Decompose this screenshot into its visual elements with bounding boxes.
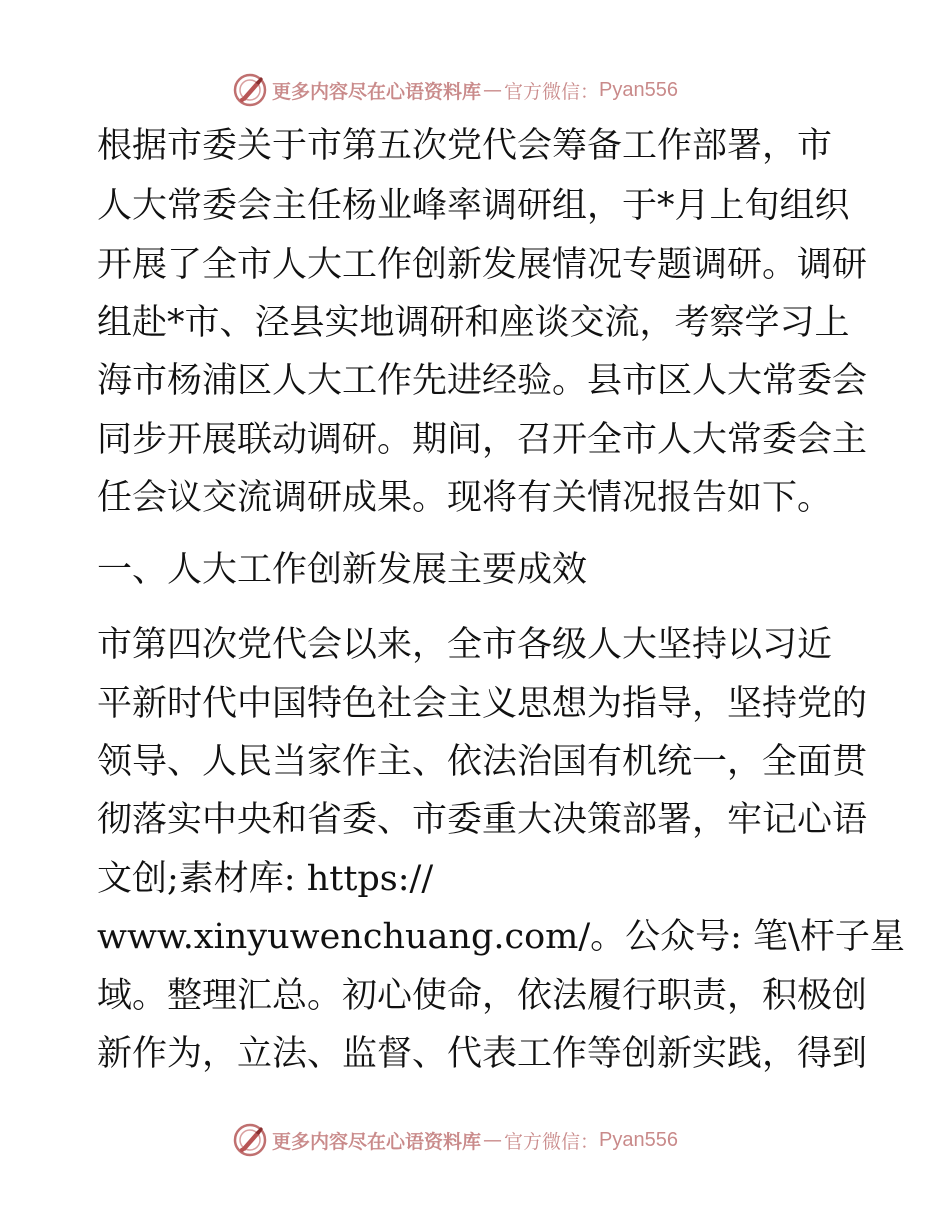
brush-logo-icon xyxy=(232,1122,268,1158)
text-line: 人大常委会主任杨业峰率调研组，于*月上旬组织 xyxy=(97,186,850,226)
section-heading: 一、人大工作创新发展主要成效 xyxy=(97,550,588,590)
text-line: 根据市委关于市第五次党代会筹备工作部署，市 xyxy=(97,126,833,166)
text-line: 同步开展联动调研。期间，召开全市人大常委会主 xyxy=(97,420,868,460)
text-line: 海市杨浦区人大工作先进经验。县市区人大常委会 xyxy=(97,361,868,401)
text-line: 域。整理汇总。初心使命，依法履行职责，积极创 xyxy=(97,976,868,1016)
text-line: 文创;素材库: https:// xyxy=(97,859,434,899)
text-line: www.xinyuwenchuang.com/。公众号: 笔\杆子星 xyxy=(97,917,905,957)
text-line: 市第四次党代会以来，全市各级人大坚持以习近 xyxy=(97,625,833,665)
banner-wechat-label: 官方微信： xyxy=(504,80,600,103)
text-line: 开展了全市人大工作创新发展情况专题调研。调研 xyxy=(97,245,868,285)
brush-logo-icon xyxy=(232,72,268,108)
text-line: 彻落实中央和省委、市委重大决策部署，牢记心语 xyxy=(97,800,868,840)
text-line: 任会议交流调研成果。现将有关情况报告如下。 xyxy=(97,478,833,518)
banner-dash: — xyxy=(483,1129,503,1151)
banner-wechat-label: 官方微信： xyxy=(504,1130,600,1153)
header-watermark-banner xyxy=(232,70,678,110)
footer-watermark-banner xyxy=(232,1120,678,1160)
banner-wechat-id: Pyan556 xyxy=(599,1128,678,1151)
text-line: 平新时代中国特色社会主义思想为指导，坚持党的 xyxy=(97,684,868,724)
text-line: 领导、人民当家作主、依法治国有机统一，全面贯 xyxy=(97,742,868,782)
text-line: 新作为，立法、监督、代表工作等创新实践，得到 xyxy=(97,1034,868,1074)
text-line: 组赴*市、泾县实地调研和座谈交流，考察学习上 xyxy=(97,303,850,343)
banner-site-name: 更多内容尽在心语资料库 xyxy=(272,80,482,103)
banner-site-name: 更多内容尽在心语资料库 xyxy=(272,1130,482,1153)
banner-wechat-id: Pyan556 xyxy=(599,78,678,101)
banner-dash: — xyxy=(483,79,503,101)
